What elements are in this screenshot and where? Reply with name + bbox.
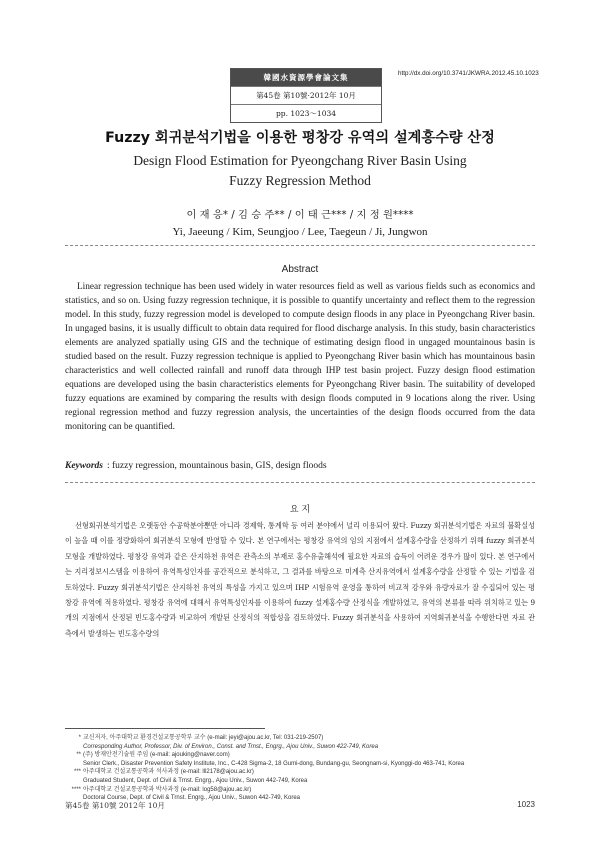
abstract-heading: Abstract [281,264,319,275]
paper-title-english-line1: Design Flood Estimation for Pyeongchang River Basin Using [133,153,467,168]
journal-info-box [230,68,382,123]
footnote-english: Senior Clerk., Disaster Prevention Safety Institute, Inc., C-428 Sigma-2, 18 Gumi-dong, Bundang-gu, Seongnam-si, Kyonggi-do 463-741, Korea [83,760,465,767]
footnote-korean: 아주대학교 건설교통공학과 박사과정 (e-mail: log58@ajou.ac.kr) [83,786,252,793]
footnote-english: Graduated Student, Dept. of Civil & Trnst. Engrg., Ajou Univ., Suwon 442-749, Korea [83,777,308,784]
footnote-text [83,751,535,768]
footnote-english: Doctoral Course, Dept. of Civil & Trnst. Engrg., Ajou Univ., Suwon 442-749, Korea [83,795,300,802]
footnote-korean: 교신저자, 아주대학교 환경건설교통공학부 교수 (e-mail: jeyi@ajou.ac.kr, Tel: 031-219-2507) [83,735,324,741]
footnote-item [65,768,535,785]
footnote-mark: * [78,735,81,741]
divider-top [65,245,535,246]
footnote-text [83,734,535,751]
keywords-label: Keywords [65,461,103,471]
doi-link[interactable]: http://dx.doi.org/10.3741/JKWRA.2012.45.10.1023 [398,70,539,77]
keywords-text: fuzzy regression, mountainous basin, GIS, design floods [112,461,327,471]
paper-title-korean: Fuzzy 회귀분석기법을 이용한 평창강 유역의 설계홍수량 산정 [105,130,495,146]
footnote-korean: (주) 방재안전기술원 주임 (e-mail: ajouking@naver.com) [83,752,230,759]
authors-korean: 이 재 응* / 김 승 주** / 이 태 근*** / 지 정 원**** [186,209,414,221]
keywords-line [65,461,535,471]
footnote-text [83,768,535,785]
journal-volume-issue: 第45卷 第10號·2012年 10月 [231,86,381,104]
footnote-mark: *** [73,769,81,776]
keywords-separator: : [107,461,110,471]
page-number: 1023 [517,800,535,809]
footnote-mark: ** [76,752,81,759]
paper-title-english [0,151,600,191]
footnote-item [65,751,535,768]
journal-name: 韓國水資源學會論文集 [231,69,381,86]
abstract-text: Linear regression technique has been used widely in water resources field as well as various fields such as economics and statistics, and so on. Using fuzzy regression technique, it is possible to quantify uncertainty and reflect them to the regression model. In this study, fuzzy regression model is developed to compute design floods in any place in Pyeongchang River basin. In ungaged basins, it is usually difficult to obtain data required for flood discharge analysis. In this study, basin characteristics elements are analyzed spatially using GIS and the technique of estimating design flood in ungaged mountainous basin is studied based on the result. Fuzzy regression technique is applied to Pyeongchang River basin which has mountainous basin characteristics and well collected rainfall and runoff data through IHP test basin project. Fuzzy design flood estimation equations are developed using the basin characteristics elements for Pyeongchang River basin. The suitability of developed fuzzy equations are examined by comparing the results with design floods computed in 9 locations along the river. Using regional regression method and fuzzy regression analysis, the uncertainties of the design floods occurred from the data monitoring can be quantified. [65,282,535,432]
korean-abstract-text: 선형회귀분석기법은 오랫동안 수공학분야뿐만 아니라 경제학, 통계학 등 여러 분야에서 널리 이용되어 왔다. Fuzzy 회귀분석기법은 자료의 불확실성이 높을 때 이를 정량화하여 회귀분석 모형에 반영할 수 있다. 본 연구에서는 평창강 유역의 임의 지점에서 설계홍수량을 산정하기 위해 fuzzy 회귀분석모형을 개발하였다. 평창강 유역과 같은 산지하천 유역은 관측소의 부재로 홍수유출해석에 필요한 자료의 습득이 어려운 경우가 많이 있다. 본 연구에서는 지리정보시스템을 이용하여 유역특성인자를 공간적으로 분석하고, 그 결과를 바탕으로 미계측 산지유역에서 설계홍수량을 산정할 수 있는 기법을 검토하였다. Fuzzy 회귀분석기법은 산지하천 유역의 특성을 가지고 있으며 IHP 시험유역 운영을 통하여 비교적 강우와 유량자료가 잘 수집되어 있는 평창강 유역에 적용하였다. 평창강 유역에 대해서 유역특성인자를 이용하여 fuzzy 설계홍수량 산정식을 개발하였고, 유역의 본류를 따라 위치하고 있는 9개의 지점에서 산정된 빈도홍수량과 비교하여 개발된 산정식의 적합성을 검토하였다. Fuzzy 회귀분석을 사용하여 지역회귀분석을 수행한다면 자료 관측에서 발생하는 빈도홍수량의 [65,521,535,638]
paper-title-english-line2: Fuzzy Regression Method [229,173,371,188]
footnote-item [65,734,535,751]
footnote-korean: 아주대학교 건설교통공학과 석사과정 (e-mail: lll2178@ajou.ac.kr) [83,769,254,776]
journal-pages: pp. 1023～1034 [231,104,381,122]
divider-middle [65,482,535,483]
korean-abstract-heading: 요 지 [289,505,311,515]
authors-english: Yi, Jaeeung / Kim, Seungjoo / Lee, Taegeun / Ji, Jungwon [172,226,428,238]
footnote-mark: **** [71,786,81,793]
footnotes [65,734,535,803]
footnote-divider [65,728,265,729]
footer-journal-issue: 第45卷 第10號 2012年 10月 [65,801,165,810]
footnote-english: Corresponding Author, Professor, Div. of Environ., Const. and Trnst., Engrg., Ajou Univ., Suwon 422-749, Korea [83,743,379,750]
